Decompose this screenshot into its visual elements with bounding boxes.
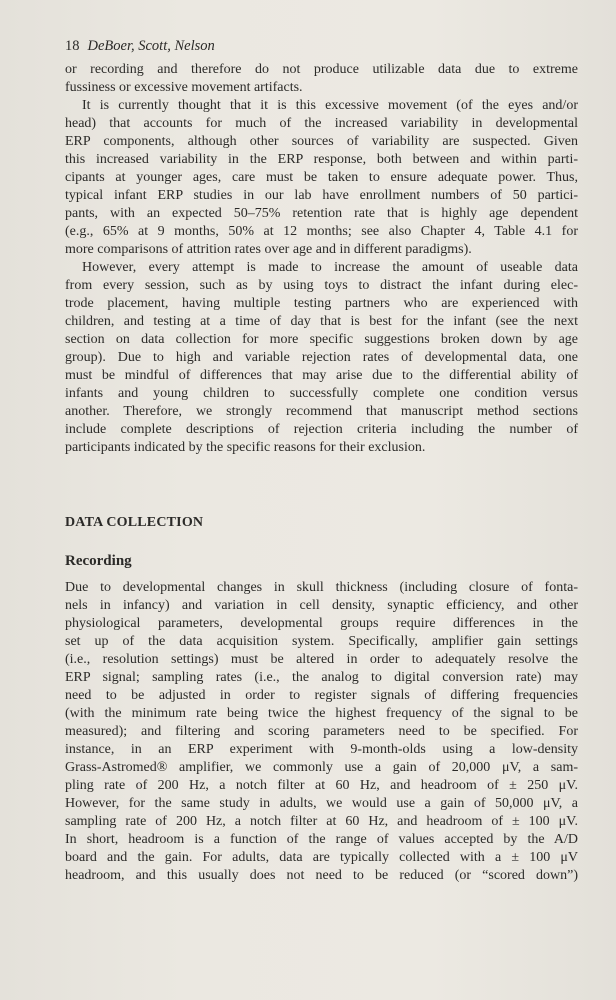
- text-line: nels in infancy) and variation in cell density, synaptic efficiency, and other: [65, 598, 578, 613]
- text-line: measured); and filtering and scoring parameters need to be specified. For: [65, 724, 578, 739]
- text-line: or recording and therefore do not produce utilizable data due to extreme: [65, 62, 578, 77]
- text-line: from every session, such as by using toys to distract the infant during elec-: [65, 278, 578, 293]
- text-line: pants, with an expected 50–75% retention rate that is highly age dependent: [65, 206, 578, 221]
- text-line: ERP components, although other sources of variability are suspected. Given: [65, 134, 578, 149]
- text-line: group). Due to high and variable rejection rates of developmental data, one: [65, 350, 578, 365]
- section-heading: DATA COLLECTION: [65, 515, 204, 530]
- text-line: more comparisons of attrition rates over age and in different paradigms).: [65, 242, 472, 257]
- text-line: participants indicated by the specific reasons for their exclusion.: [65, 440, 426, 455]
- text-line: another. Therefore, we strongly recommend that manuscript method sections: [65, 404, 578, 419]
- text-line: board and the gain. For adults, data are typically collected with a ± 100 μV: [65, 850, 578, 865]
- text-line: infants and young children to successfully complete one condition versus: [65, 386, 578, 401]
- text-line: must be mindful of differences that may arise due to the differential ability of: [65, 368, 578, 383]
- running-head-authors: DeBoer, Scott, Nelson: [87, 38, 215, 54]
- text-line: (e.g., 65% at 9 months, 50% at 12 months; see also Chapter 4, Table 4.1 for: [65, 224, 578, 239]
- text-line: sampling rate of 200 Hz, a notch filter at 60 Hz, and headroom of ± 100 μV.: [65, 814, 578, 829]
- text-line: However, every attempt is made to increase the amount of useable data: [82, 260, 578, 275]
- text-line: (i.e., resolution settings) must be altered in order to adequately resolve the: [65, 652, 578, 667]
- subsection-heading: Recording: [65, 553, 132, 569]
- text-line: set up of the data acquisition system. Specifically, amplifier gain settings: [65, 634, 578, 649]
- text-line: headroom, and this usually does not need to be reduced (or “scored down”): [65, 868, 578, 883]
- text-line: head) that accounts for much of the increased variability in developmental: [65, 116, 578, 131]
- text-line: children, and testing at a time of day that is best for the infant (see the next: [65, 314, 578, 329]
- text-line: physiological parameters, developmental groups require differences in the: [65, 616, 578, 631]
- text-line: ERP signal; sampling rates (i.e., the analog to digital conversion rate) may: [65, 670, 578, 685]
- text-line: In short, headroom is a function of the range of values accepted by the A/D: [65, 832, 578, 847]
- text-line: cipants at younger ages, care must be taken to ensure adequate power. Thus,: [65, 170, 578, 185]
- running-head: [65, 37, 578, 55]
- text-line: this increased variability in the ERP response, both between and within parti-: [65, 152, 578, 167]
- body-text-top: [65, 61, 578, 457]
- text-line: fussiness or excessive movement artifacts.: [65, 80, 303, 95]
- text-line: pling rate of 200 Hz, a notch filter at 60 Hz, and headroom of ± 250 μV.: [65, 778, 578, 793]
- text-line: Grass-Astromed® amplifier, we commonly use a gain of 20,000 μV, a sam-: [65, 760, 578, 775]
- text-line: typical infant ERP studies in our lab have enrollment numbers of 50 partici-: [65, 188, 578, 203]
- text-line: (with the minimum rate being twice the highest frequency of the signal to be: [65, 706, 578, 721]
- text-line: include complete descriptions of rejection criteria including the number of: [65, 422, 578, 437]
- text-line: It is currently thought that it is this excessive movement (of the eyes and/or: [82, 98, 578, 113]
- page-number: 18: [65, 38, 80, 54]
- text-line: instance, in an ERP experiment with 9-month-olds using a low-density: [65, 742, 578, 757]
- text-line: need to be adjusted in order to register signals of differing frequencies: [65, 688, 578, 703]
- text-line: However, for the same study in adults, we would use a gain of 50,000 μV, a: [65, 796, 578, 811]
- text-line: trode placement, having multiple testing partners who are experienced with: [65, 296, 578, 311]
- body-text-bottom: [65, 579, 578, 885]
- text-line: Due to developmental changes in skull thickness (including closure of fonta-: [65, 580, 578, 595]
- text-line: section on data collection for more specific suggestions broken down by age: [65, 332, 578, 347]
